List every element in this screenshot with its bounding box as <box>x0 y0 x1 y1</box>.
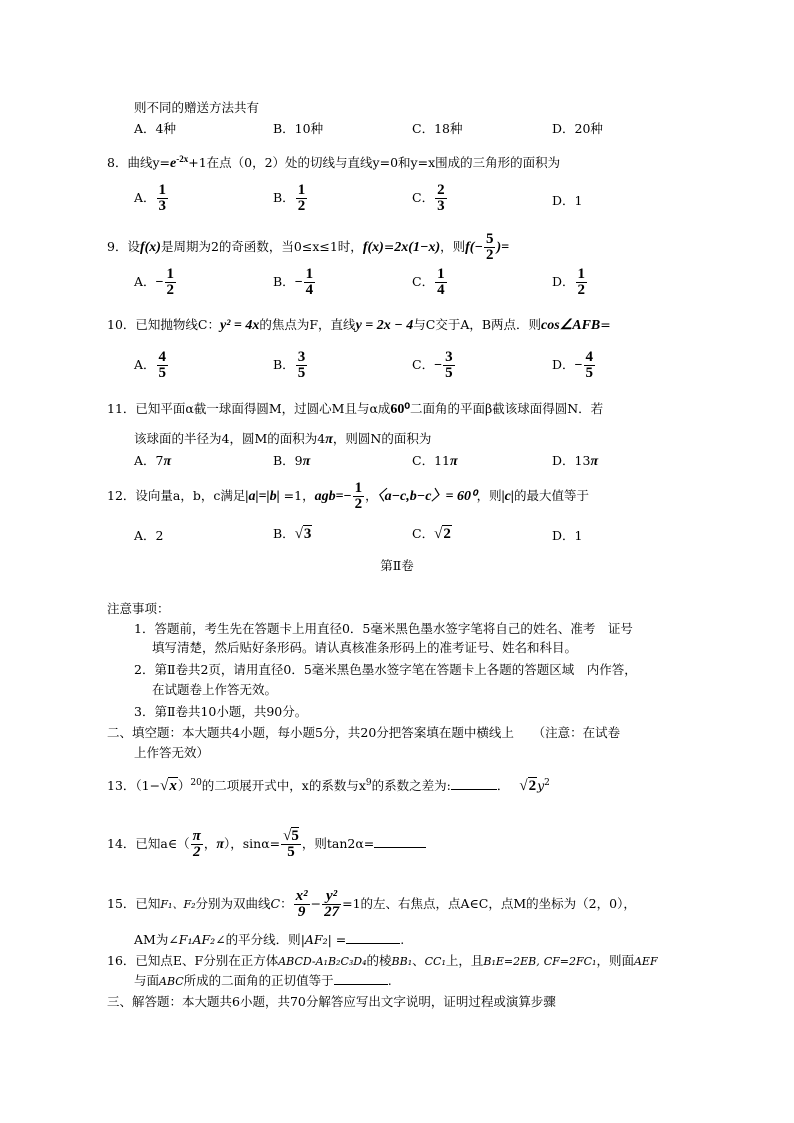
q10-stem: 10．已知抛物线C：y² = 4x的焦点为F，直线y = 2x − 4与C交于A，B两点．则cos∠AFB= <box>107 317 611 333</box>
q16-line1: 16．已知点E、F分别在正方体ABCD-A₁B₂C₃D₄的棱BB₁、CC₁上，且B₁E=2EB, CF=2FC₁，则面AEF <box>107 953 658 968</box>
notes-item-2a: 2．第Ⅱ卷共2页，请用直径0．5毫米黑色墨水签字笔在答题卡上各题的答题区域 内作答， <box>134 662 637 677</box>
notes-item-1a: 1．答题前，考生先在答题卡上用直径0．5毫米黑色墨水签字笔将自己的姓名、准考 证号 <box>134 621 633 636</box>
q10-option-c: C．− $\frac{3}{5}$ <box>412 349 453 381</box>
q12-stem: 12．设向量a，b，c满足|a|=|b| =1，agb=− $\frac{1}{2}$ ，〈a−c,b−c〉= 60⁰，则|c|的最大值等于 <box>107 480 589 512</box>
q8-option-d: D．1 <box>552 193 583 208</box>
q7-option-b: B．10种 <box>273 121 324 136</box>
q10-option-d: D．− $\frac{4}{5}$ <box>552 349 594 381</box>
q12-option-d: D．1 <box>552 528 583 543</box>
section2-line1: 二、填空题：本大题共4小题，每小题5分，共20分把答案填在题中横线上 （注意：在试卷 <box>107 725 621 740</box>
q11-option-b: B．9π <box>273 453 311 469</box>
q10-option-a: A． $\frac{4}{5}$ <box>134 349 167 381</box>
section3-heading: 三、解答题：本大题共6小题，共70分解答应写出文字说明，证明过程或演算步骤 <box>107 994 556 1009</box>
part2-title: 第Ⅱ卷 <box>380 558 414 573</box>
q15-line1: 15．已知F₁、F₂分别为双曲线C： $\frac{\text{x²}}{9}$ − $\frac{\text{y²}}{27}$ =1的左、右焦点，点A∈C，点M的坐标为（2，0）， <box>107 888 636 920</box>
q7-option-d: D．20种 <box>552 121 603 136</box>
q7-option-a: A．4种 <box>134 121 176 136</box>
q16-line2: 与面ABC所成的二面角的正切值等于 . <box>134 973 392 988</box>
q7-option-c: C．18种 <box>412 121 463 136</box>
notes-item-3: 3．第Ⅱ卷共10小题，共90分。 <box>134 704 308 719</box>
q9-option-b: B．− $\frac{1}{4}$ <box>273 266 314 298</box>
q8-stem: 8．曲线$y=e^{-2x}+1$在点（0，2）处的切线与直线y=0和y=x围成的三角形的面积为 <box>107 154 561 172</box>
q14-stem: 14．已知a∈（ $\frac{\pi}{2}$ ，π），sinα= $\frac{√5}{5}$ ，则tan2α= <box>107 829 426 860</box>
q11-option-a: A．7π <box>134 453 172 469</box>
notes-heading: 注意事项： <box>107 601 170 616</box>
q15-line2: AM为∠F₁AF₂∠的平分线．则|AF₂| = . <box>134 932 405 947</box>
q8-option-c: C． $\frac{2}{3}$ <box>412 182 445 214</box>
q10-option-b: B． $\frac{3}{5}$ <box>273 349 306 381</box>
q8-option-b: B． $\frac{1}{2}$ <box>273 182 306 214</box>
q12-option-c: C．√2 <box>412 526 451 542</box>
q11-option-d: D．13π <box>552 453 599 469</box>
q7-stem: 则不同的赠送方法共有 <box>134 100 260 115</box>
q12-option-a: A．2 <box>134 528 164 543</box>
q11-line2: 该球面的半径为4，圆M的面积为4π，则圆N的面积为 <box>134 431 432 447</box>
q9-stem: 9．设f(x)是周期为2的奇函数，当0≤x≤1时，f(x)=2x(1−x)，则f(− $\frac{5}{2}$ )= <box>107 231 510 263</box>
q9-option-d: D． $\frac{1}{2}$ <box>552 266 586 298</box>
notes-item-1b: 填写清楚，然后贴好条形码。请认真核准条形码上的准考证号、姓名和科目。 <box>152 640 578 655</box>
q11-option-c: C．11π <box>412 453 458 469</box>
q9-option-a: A．− $\frac{1}{2}$ <box>134 266 175 298</box>
notes-item-2b: 在试题卷上作答无效。 <box>152 682 278 697</box>
q9-option-c: C． $\frac{1}{4}$ <box>412 266 445 298</box>
q8-option-a: A． $\frac{1}{3}$ <box>134 182 167 214</box>
q12-option-b: B．√3 <box>273 526 312 542</box>
section2-line2: 上作答无效） <box>134 745 210 760</box>
q11-line1: 11．已知平面α截一球面得圆M，过圆心M且与α成60⁰二面角的平面β截该球面得圆N．若 <box>107 401 604 417</box>
q13-stem: 13．$(1-√x)^{20}$的二项展开式中，x的系数与$x^9$的系数之差为: ． $√2y^2$ <box>107 778 550 795</box>
